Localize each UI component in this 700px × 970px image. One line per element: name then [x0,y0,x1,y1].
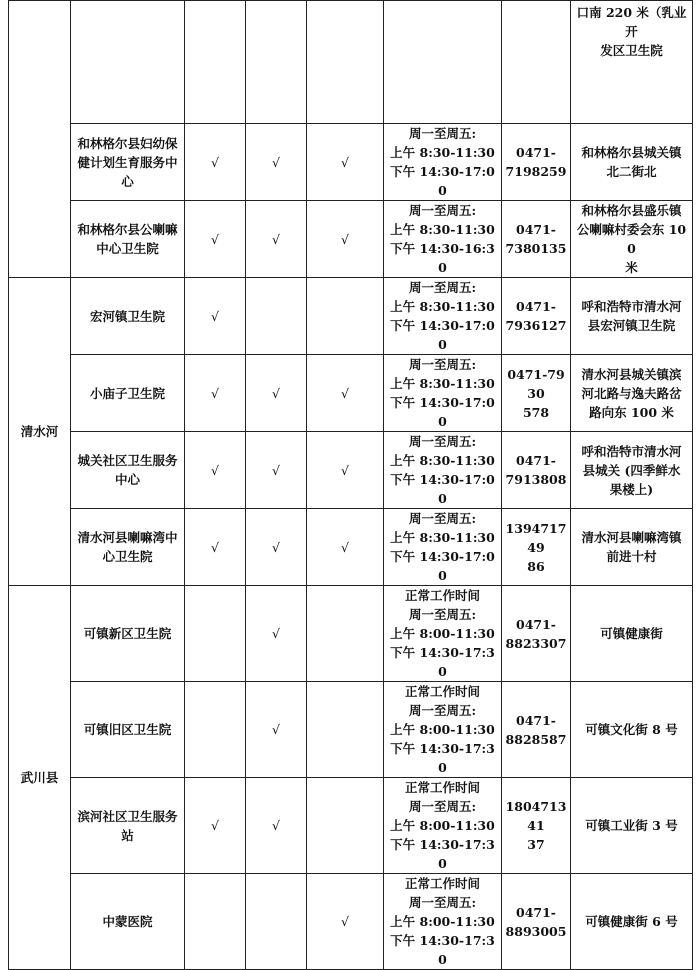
facility-name: 滨河社区卫生服务站 [71,778,185,874]
phone-cell-line: 8828587 [505,731,567,747]
service-check-1 [185,586,246,682]
table-row [9,586,693,682]
hours-cell [384,874,502,970]
facility-name: 中蒙医院 [71,874,185,970]
service-check-3 [307,586,384,682]
service-check-2: √ [246,509,307,586]
hours-cell-line: 上午 8:00-11:30 [390,914,495,929]
phone-cell-line: 0471- [516,299,556,314]
facility-name [71,1,185,124]
service-check-1: √ [185,201,246,278]
hours-cell-line: 正常工作时间 [404,588,480,603]
hours-cell-line: 上午 8:00-11:30 [390,818,495,833]
phone-cell [502,778,571,874]
service-check-2: √ [246,201,307,278]
service-check-3: √ [307,124,384,201]
hours-cell-line: 周一至周五: [408,203,477,218]
address-cell-line: 和林格尔县城关镇 [581,145,682,160]
service-check-3: √ [307,432,384,509]
address-cell-line: 县宏河镇卫生院 [587,318,676,333]
hours-cell-line: 下午 14:30-17:30 [390,933,495,967]
service-check-3: √ [307,201,384,278]
address-cell-line: 和林格尔县盛乐镇 [581,203,682,218]
hours-cell-line: 下午 14:30-17:30 [390,741,495,775]
phone-cell-line: 0471- [516,453,556,468]
table-row [9,682,693,778]
service-check-2: √ [246,682,307,778]
address-cell-line: 呼和浩特市清水河 [581,443,682,459]
hours-cell-line: 周一至周五: [408,703,477,718]
phone-cell [502,682,571,778]
address-cell [571,682,693,778]
phone-cell-line: 0471- [516,904,556,920]
region-cell: 清水河 [9,278,71,586]
address-cell-line: 可镇健康街 6 号 [585,914,678,929]
hours-cell-line: 周一至周五: [408,357,477,372]
phone-cell-line: 0471- [516,222,556,237]
hours-cell-line: 上午 8:30-11:30 [390,299,495,314]
service-check-3 [307,1,384,124]
hours-cell-line: 下午 14:30-17:30 [390,645,495,679]
service-check-3 [307,778,384,874]
address-cell-line: 县城关 (四季鲜水 [582,462,681,478]
hours-cell-line: 周一至周五: [408,511,477,526]
hours-cell-line: 下午 14:30-17:00 [390,164,495,198]
hours-cell-line: 正常工作时间 [404,684,480,699]
hours-cell-line: 上午 8:30-11:30 [390,530,495,545]
facility-name: 宏河镇卫生院 [71,278,185,355]
hours-cell-line: 周一至周五: [408,799,477,814]
address-cell [571,124,693,201]
hours-cell-line: 周一至周五: [408,126,477,141]
address-cell [571,355,693,432]
address-cell-line: 北二街北 [606,164,657,179]
facility-name: 清水河县喇嘛湾中心卫生院 [71,509,185,586]
phone-cell [502,432,571,509]
phone-cell-line: 7913808 [505,472,567,487]
address-cell-line: 可镇工业街 3 号 [585,818,678,833]
facility-table [8,0,693,970]
service-check-1: √ [185,778,246,874]
address-cell-line: 可镇健康街 [600,626,663,641]
service-check-3 [307,682,384,778]
address-cell [571,586,693,682]
service-check-1: √ [185,355,246,432]
phone-cell [502,874,571,970]
address-cell-line: 呼和浩特市清水河 [581,299,682,314]
table-row [9,432,693,509]
phone-cell [502,586,571,682]
region-cell [9,1,71,278]
phone-cell-line: 0471-7930 [507,366,565,401]
hours-cell [384,355,502,432]
service-check-1: √ [185,124,246,201]
hours-cell-line: 上午 8:30-11:30 [390,222,495,237]
phone-cell [502,1,571,124]
facility-name: 可镇新区卫生院 [71,586,185,682]
hours-cell-line: 周一至周五: [408,607,477,622]
table-row [9,124,693,201]
hours-cell-line: 正常工作时间 [404,780,480,795]
phone-cell-line: 0471- [516,616,556,632]
address-cell-line: 路向东 100 米 [589,404,674,420]
hours-cell [384,201,502,278]
table-row [9,509,693,586]
facility-name: 和林格尔县妇幼保健计划生育服务中心 [71,124,185,201]
address-cell [571,201,693,278]
service-check-2: √ [246,355,307,432]
service-check-3: √ [307,509,384,586]
phone-cell-line: 7936127 [505,318,567,333]
hours-cell-line: 下午 14:30-17:00 [390,318,495,352]
hours-cell-line: 上午 8:00-11:30 [390,722,495,737]
service-check-3: √ [307,355,384,432]
hours-cell-line: 下午 14:30-17:00 [390,395,495,429]
service-check-1 [185,874,246,970]
hours-cell [384,509,502,586]
facility-name: 和林格尔县公喇嘛中心卫生院 [71,201,185,278]
address-cell-line: 发区卫生院 [600,43,663,58]
address-cell-line: 公喇嘛村委会东 100 [576,222,687,256]
phone-cell [502,278,571,355]
hours-cell-line: 周一至周五: [408,280,477,295]
service-check-1: √ [185,509,246,586]
service-check-2 [246,1,307,124]
phone-cell-line: 578 [522,404,550,420]
table-row [9,278,693,355]
phone-cell-line: 86 [527,558,545,574]
phone-cell [502,355,571,432]
address-cell [571,509,693,586]
service-check-3 [307,278,384,355]
hours-cell-line: 下午 14:30-16:30 [390,241,495,275]
service-check-2: √ [246,432,307,509]
address-cell [571,278,693,355]
hours-cell-line: 下午 14:30-17:00 [390,472,495,506]
hours-cell-line: 上午 8:30-11:30 [390,453,495,468]
address-cell-line: 可镇文化街 8 号 [585,722,678,737]
phone-cell-line: 180471341 [505,799,567,833]
hours-cell [384,586,502,682]
phone-cell-line: 0471- [516,145,556,160]
region-cell: 武川县 [9,586,71,970]
address-cell [571,432,693,509]
service-check-2: √ [246,124,307,201]
hours-cell [384,278,502,355]
service-check-1: √ [185,278,246,355]
hours-cell-line: 上午 8:30-11:30 [390,145,495,160]
address-cell-line: 清水河县城关镇滨 [581,366,682,382]
address-cell-line: 河北路与逸夫路岔 [581,385,682,401]
facility-name: 小庙子卫生院 [71,355,185,432]
phone-cell [502,201,571,278]
table-row [9,355,693,432]
phone-cell-line: 8823307 [505,635,567,651]
phone-cell [502,509,571,586]
hours-cell [384,124,502,201]
phone-cell [502,124,571,201]
service-check-2: √ [246,586,307,682]
address-cell [571,778,693,874]
table-body [9,1,693,970]
address-cell [571,874,693,970]
hours-cell [384,1,502,124]
hours-cell-line: 上午 8:00-11:30 [390,626,495,641]
service-check-1 [185,1,246,124]
phone-cell-line: 37 [527,837,545,852]
hours-cell-line: 正常工作时间 [404,876,480,891]
service-check-3: √ [307,874,384,970]
facility-name: 可镇旧区卫生院 [71,682,185,778]
service-check-2 [246,278,307,355]
hours-cell-line: 周一至周五: [408,434,477,449]
phone-cell-line: 8893005 [505,923,567,939]
address-cell-line: 前进十村 [606,549,657,564]
phone-cell-line: 139471749 [505,520,567,555]
service-check-1 [185,682,246,778]
hours-cell [384,682,502,778]
table-row [9,778,693,874]
address-cell-line: 口南 220 米（乳业开 [576,5,687,39]
service-check-2: √ [246,778,307,874]
table-row [9,1,693,124]
hours-cell-line: 下午 14:30-17:00 [390,549,495,583]
table-row [9,201,693,278]
address-cell-line: 清水河县喇嘛湾镇 [581,530,682,545]
phone-cell-line: 7380135 [505,241,567,256]
service-check-1: √ [185,432,246,509]
hours-cell-line: 上午 8:30-11:30 [390,376,495,391]
hours-cell [384,778,502,874]
hours-cell-line: 周一至周五: [408,895,477,910]
hours-cell [384,432,502,509]
service-check-2 [246,874,307,970]
facility-name: 城关社区卫生服务中心 [71,432,185,509]
phone-cell-line: 0471- [516,712,556,728]
address-cell-line: 米 [625,260,638,275]
address-cell [571,1,693,124]
hours-cell-line: 下午 14:30-17:30 [390,837,495,871]
table-row [9,874,693,970]
phone-cell-line: 7198259 [505,164,567,179]
address-cell-line: 果楼上) [609,481,654,497]
